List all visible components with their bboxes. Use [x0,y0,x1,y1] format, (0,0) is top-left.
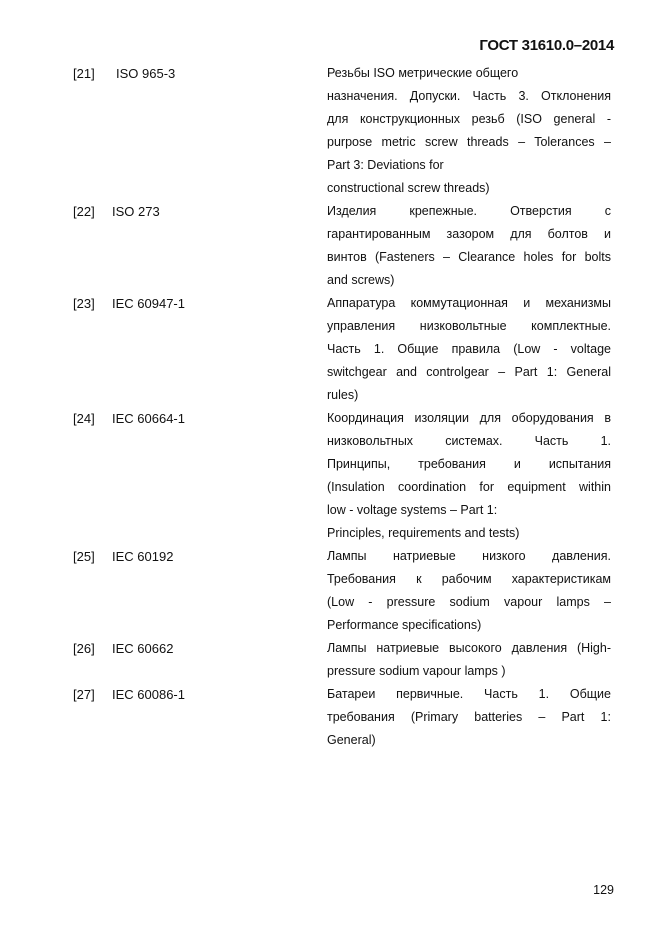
reference-number: [23] [73,296,95,311]
document-header: ГОСТ 31610.0–2014 [479,37,614,54]
reference-number: [24] [73,411,95,426]
reference-number: [21] [73,66,95,81]
description-line: управления низковольтные комплектные. [327,319,611,333]
reference-standard: IEC 60664-1 [112,411,185,426]
reference-description [327,545,611,637]
description-line: Часть 1. Общие правила (Low - voltage [327,342,611,356]
reference-item [0,545,661,637]
description-line: назначения. Допуски. Часть 3. Отклонения [327,89,611,103]
description-line: Лампы натриевые высокого давления (High- [327,641,611,655]
reference-item [0,407,661,545]
description-line: Принципы, требования и испытания [327,457,611,471]
description-line: rules) [327,388,359,402]
reference-description [327,200,611,292]
reference-number: [22] [73,204,95,219]
reference-number: [26] [73,641,95,656]
reference-list [0,62,661,752]
reference-item [0,200,661,292]
reference-standard: ISO 965-3 [116,66,176,81]
description-line: and screws) [327,273,395,287]
description-line: constructional screw threads) [327,181,490,195]
description-line: switchgear and controlgear – Part 1: General [327,365,611,379]
description-line: (Insulation coordination for equipment within [327,480,611,494]
description-line: Performance specifications) [327,618,482,632]
reference-standard: ISO 273 [112,204,160,219]
reference-standard: IEC 60192 [112,549,174,564]
reference-description [327,683,611,752]
description-line: (Low - pressure sodium vapour lamps – [327,595,611,609]
description-line: Principles, requirements and tests) [327,526,520,540]
reference-item [0,683,661,752]
description-line: гарантированным зазором для болтов и [327,227,611,241]
description-line: для конструкционных резьб (ISO general - [327,112,611,126]
description-line: Батареи первичные. Часть 1. Общие [327,687,611,701]
description-line: Требования к рабочим характеристикам [327,572,611,586]
reference-item [0,637,661,683]
description-line: винтов (Fasteners – Clearance holes for bolts [327,250,611,264]
description-line: Part 3: Deviations for [327,158,444,172]
reference-number: [27] [73,687,95,702]
description-line: low - voltage systems – Part 1: [327,503,498,517]
description-line: Изделия крепежные. Отверстия с [327,204,611,218]
reference-standard: IEC 60662 [112,641,174,656]
reference-item [0,292,661,407]
description-line: Резьбы ISO метрические общего [327,66,519,80]
description-line: General) [327,733,376,747]
description-line: pressure sodium vapour lamps ) [327,664,506,678]
page-number: 129 [593,883,614,897]
reference-number: [25] [73,549,95,564]
description-line: требования (Primary batteries – Part 1: [327,710,611,724]
description-line: purpose metric screw threads – Tolerances – [327,135,611,149]
reference-description [327,637,611,683]
reference-standard: IEC 60947-1 [112,296,185,311]
description-line: низковольтных системах. Часть 1. [327,434,611,448]
description-line: Лампы натриевые низкого давления. [327,549,611,563]
reference-standard: IEC 60086-1 [112,687,185,702]
reference-description [327,407,611,545]
reference-description [327,62,611,200]
reference-item [0,62,661,200]
description-line: Аппаратура коммутационная и механизмы [327,296,611,310]
description-line: Координация изоляции для оборудования в [327,411,611,425]
reference-description [327,292,611,407]
